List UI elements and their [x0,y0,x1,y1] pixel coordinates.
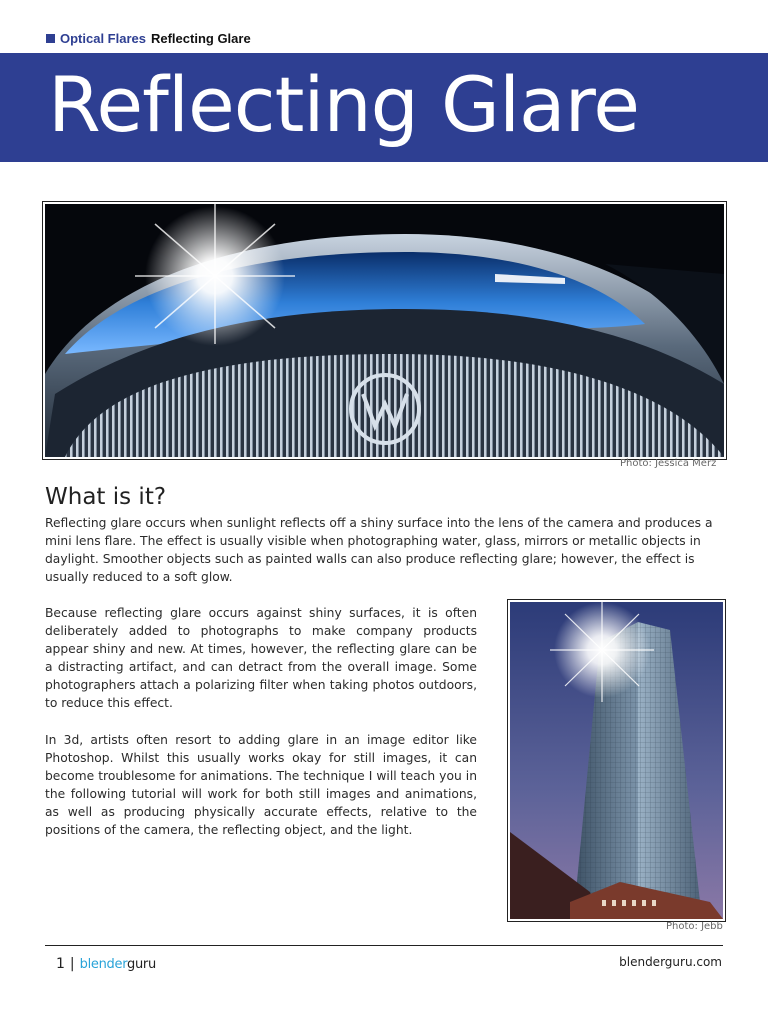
page-title: Reflecting Glare [48,60,639,149]
footer-page-info [56,954,156,974]
blenderguru-logo: blenderguru [79,956,156,972]
paragraph-1: Reflecting glare occurs when sunlight reflects off a shiny surface into the lens of the camera and produces a mini lens flare. The effect is usually visible when photographing water, glass, mirrors or metallic objects in daylight. Smoother objects such as painted walls can also produce reflecting glare; however, the effect is usually reduced to a soft glow. [45,516,713,584]
footer-divider [45,945,723,946]
tower-photo [507,599,726,922]
headlight-photo [42,201,727,460]
headlight-photo-image [45,204,724,457]
tower-photo-caption: Photo: Jebb [666,921,723,932]
breadcrumb [46,30,251,46]
headlight-photo-caption: Photo: Jessica Merz [620,458,717,469]
footer-separator: | [69,956,75,972]
paragraph-2: Because reflecting glare occurs against shiny surfaces, it is often deliberately added to photographs to make company products appear shiny and new. At times, however, the reflecting glare can be a distracting artifact, and can detract from the overall image. Some photographers attach a polarizing filter when taking photos outdoors, to reduce this effect. [45,606,477,710]
tower-photo-image [510,602,723,919]
breadcrumb-section: Optical Flares [60,30,146,46]
footer-site-link[interactable]: blenderguru.com [619,955,722,969]
breadcrumb-page: Reflecting Glare [150,30,251,46]
section-heading: What is it? [45,484,167,510]
title-banner [0,53,768,162]
paragraph-3: In 3d, artists often resort to adding glare in an image editor like Photoshop. Whilst this usually works okay for still images, it can become troublesome for animations. The technique I will teach you in the following tutorial will work for both still images and animations, as well as producing physically accurate effects, relative to the positions of the camera, the reflecting object, and the light. [45,733,477,837]
square-bullet-icon [46,34,55,43]
page-number: 1 [56,956,65,972]
